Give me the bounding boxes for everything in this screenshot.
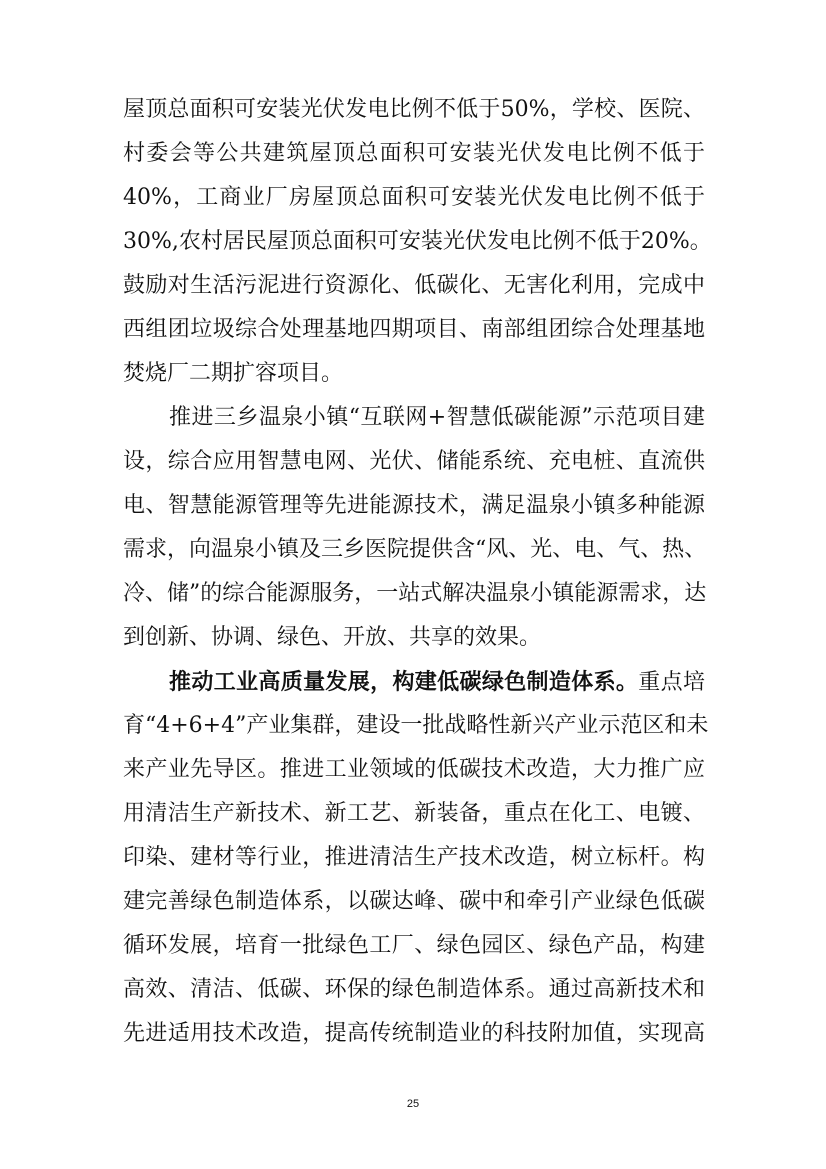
text-line: 焚烧厂二期扩容项目。 <box>123 361 344 386</box>
body-text <box>123 88 712 1056</box>
text-line: 屋顶总面积可安装光伏发电比例不低于50%，学校、医院、 <box>123 97 705 122</box>
text-line: 鼓励对生活污泥进行资源化、低碳化、无害化利用，完成中 <box>123 273 705 298</box>
paragraph-1 <box>123 88 712 396</box>
paragraph-heading: 推动工业高质量发展，构建低碳绿色制造体系。 <box>169 669 639 695</box>
text-line: 印染、建材等行业，推进清洁生产技术改造，树立标杆。构 <box>123 845 705 870</box>
text-run: 重点培 <box>638 670 705 695</box>
text-line: 先进适用技术改造，提高传统制造业的科技附加值，实现高 <box>123 1021 705 1046</box>
text-line: 村委会等公共建筑屋顶总面积可安装光伏发电比例不低于 <box>123 141 705 166</box>
text-line <box>123 660 705 704</box>
text-line: 30%,农村居民屋顶总面积可安装光伏发电比例不低于20%。 <box>123 229 712 254</box>
text-line: 育“4+6+4”产业集群，建设一批战略性新兴产业示范区和未 <box>123 713 709 738</box>
text-line: 建完善绿色制造体系，以碳达峰、碳中和牵引产业绿色低碳 <box>123 889 705 914</box>
text-line: 设，综合应用智慧电网、光伏、储能系统、充电桩、直流供 <box>123 449 705 474</box>
text-line: 来产业先导区。推进工业领域的低碳技术改造，大力推广应 <box>123 757 705 782</box>
text-line: 冷、储”的综合能源服务，一站式解决温泉小镇能源需求，达 <box>123 581 707 606</box>
text-line: 40%，工商业厂房屋顶总面积可安装光伏发电比例不低于 <box>123 185 705 210</box>
text-line: 高效、清洁、低碳、环保的绿色制造体系。通过高新技术和 <box>123 977 705 1002</box>
paragraph-3 <box>123 660 709 1056</box>
text-line: 电、智慧能源管理等先进能源技术，满足温泉小镇多种能源 <box>123 493 705 518</box>
text-line: 用清洁生产新技术、新工艺、新装备，重点在化工、电镀、 <box>123 801 705 826</box>
text-line: 推进三乡温泉小镇“互联网+智慧低碳能源”示范项目建 <box>169 405 705 430</box>
text-line: 西组团垃圾综合处理基地四期项目、南部组团综合处理基地 <box>123 317 705 342</box>
page-number: 25 <box>406 1098 420 1110</box>
text-line: 需求，向温泉小镇及三乡医院提供含“风、光、电、气、热、 <box>123 537 707 562</box>
text-line: 到创新、协调、绿色、开放、共享的效果。 <box>123 625 542 650</box>
paragraph-2 <box>123 396 705 660</box>
text-line: 循环发展，培育一批绿色工厂、绿色园区、绿色产品，构建 <box>123 933 705 958</box>
